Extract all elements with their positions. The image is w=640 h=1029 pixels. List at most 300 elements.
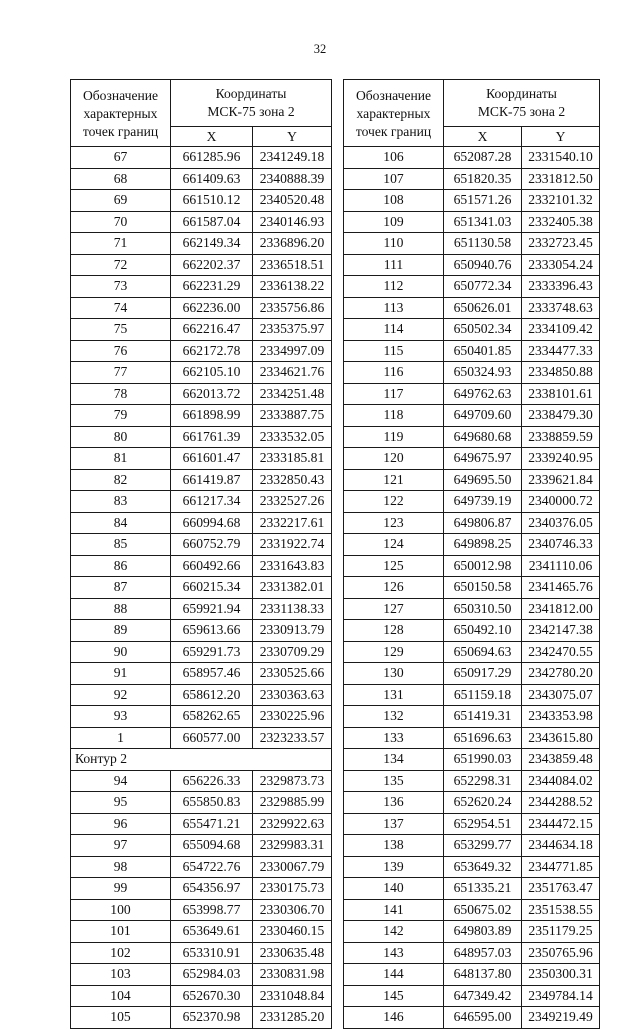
- table-row: [344, 706, 600, 728]
- y-cell: 2340746.33: [522, 534, 600, 556]
- y-cell: 2350765.96: [522, 942, 600, 964]
- point-cell: 137: [344, 813, 444, 835]
- point-cell: 129: [344, 641, 444, 663]
- y-cell: 2331285.20: [253, 1007, 332, 1029]
- x-cell: 658262.65: [171, 706, 253, 728]
- x-cell: 661217.34: [171, 491, 253, 513]
- point-cell: 128: [344, 620, 444, 642]
- table-row: [344, 147, 600, 169]
- coordinates-header-line2: МСК-75 зона 2: [207, 104, 295, 119]
- x-cell: 661898.99: [171, 405, 253, 427]
- x-cell: 662202.37: [171, 254, 253, 276]
- point-cell: 85: [71, 534, 171, 556]
- page-number: 32: [313, 42, 327, 56]
- point-cell: 123: [344, 512, 444, 534]
- table-row: [71, 1007, 332, 1029]
- table-row: [71, 641, 332, 663]
- left-table-body: [71, 147, 332, 1029]
- table-row: [71, 276, 332, 298]
- table-row: [71, 448, 332, 470]
- point-cell: 101: [71, 921, 171, 943]
- point-cell: 136: [344, 792, 444, 814]
- y-cell: 2334251.48: [253, 383, 332, 405]
- y-cell: 2330363.63: [253, 684, 332, 706]
- y-cell: 2332850.43: [253, 469, 332, 491]
- contour-row: [71, 749, 332, 771]
- table-row: [71, 942, 332, 964]
- x-cell: 659291.73: [171, 641, 253, 663]
- table-row: [344, 512, 600, 534]
- x-cell: 660215.34: [171, 577, 253, 599]
- table-row: [71, 555, 332, 577]
- designation-header-line2: характерных: [83, 106, 158, 121]
- y-cell: 2339240.95: [522, 448, 600, 470]
- x-cell: 652954.51: [444, 813, 522, 835]
- table-row: [344, 835, 600, 857]
- point-cell: 102: [71, 942, 171, 964]
- point-cell: 76: [71, 340, 171, 362]
- table-row: [344, 491, 600, 513]
- table-row: [71, 534, 332, 556]
- right-table-body: [344, 147, 600, 1029]
- table-row: [71, 598, 332, 620]
- designation-header-line3: точек границ: [355, 124, 432, 139]
- point-cell: 79: [71, 405, 171, 427]
- point-cell: 68: [71, 168, 171, 190]
- table-row: [71, 856, 332, 878]
- x-cell: 662172.78: [171, 340, 253, 362]
- point-cell: 78: [71, 383, 171, 405]
- x-cell: 650310.50: [444, 598, 522, 620]
- y-cell: 2332723.45: [522, 233, 600, 255]
- y-cell: 2340520.48: [253, 190, 332, 212]
- table-row: [71, 340, 332, 362]
- table-row: [71, 835, 332, 857]
- x-cell: 662216.47: [171, 319, 253, 341]
- point-cell: 116: [344, 362, 444, 384]
- table-row: [344, 813, 600, 835]
- x-cell: 651335.21: [444, 878, 522, 900]
- y-cell: 2323233.57: [253, 727, 332, 749]
- table-row: [71, 813, 332, 835]
- table-row: [344, 555, 600, 577]
- x-cell: 648137.80: [444, 964, 522, 986]
- y-cell: 2349784.14: [522, 985, 600, 1007]
- y-cell: 2351763.47: [522, 878, 600, 900]
- y-cell: 2343075.07: [522, 684, 600, 706]
- x-cell: 655850.83: [171, 792, 253, 814]
- y-cell: 2344771.85: [522, 856, 600, 878]
- table-row: [71, 964, 332, 986]
- x-cell: 658612.20: [171, 684, 253, 706]
- coordinates-header: [444, 80, 600, 127]
- x-column-header: X: [444, 127, 522, 147]
- designation-header-line1: Обозначение: [82, 88, 159, 103]
- y-cell: 2329922.63: [253, 813, 332, 835]
- table-row: [344, 1007, 600, 1029]
- y-cell: 2341110.06: [522, 555, 600, 577]
- y-cell: 2333532.05: [253, 426, 332, 448]
- y-cell: 2330225.96: [253, 706, 332, 728]
- coordinates-table-left: [70, 79, 332, 1029]
- x-cell: 649803.89: [444, 921, 522, 943]
- x-cell: 650324.93: [444, 362, 522, 384]
- x-cell: 649898.25: [444, 534, 522, 556]
- x-cell: 661601.47: [171, 448, 253, 470]
- table-row: [71, 426, 332, 448]
- table-row: [71, 190, 332, 212]
- x-cell: 652670.30: [171, 985, 253, 1007]
- designation-header-line2: характерных: [356, 106, 431, 121]
- x-cell: 662013.72: [171, 383, 253, 405]
- table-row: [344, 921, 600, 943]
- table-row: [71, 878, 332, 900]
- y-cell: 2334477.33: [522, 340, 600, 362]
- table-row: [71, 383, 332, 405]
- x-cell: 658957.46: [171, 663, 253, 685]
- y-cell: 2329873.73: [253, 770, 332, 792]
- point-cell: 92: [71, 684, 171, 706]
- x-cell: 652620.24: [444, 792, 522, 814]
- x-cell: 653649.61: [171, 921, 253, 943]
- table-row: [344, 534, 600, 556]
- point-cell: 142: [344, 921, 444, 943]
- point-cell: 145: [344, 985, 444, 1007]
- point-cell: 69: [71, 190, 171, 212]
- y-cell: 2340146.93: [253, 211, 332, 233]
- x-cell: 660492.66: [171, 555, 253, 577]
- point-cell: 67: [71, 147, 171, 169]
- point-cell: 89: [71, 620, 171, 642]
- point-cell: 93: [71, 706, 171, 728]
- point-cell: 75: [71, 319, 171, 341]
- point-cell: 80: [71, 426, 171, 448]
- y-cell: 2330709.29: [253, 641, 332, 663]
- point-cell: 83: [71, 491, 171, 513]
- x-cell: 661419.87: [171, 469, 253, 491]
- x-cell: 650401.85: [444, 340, 522, 362]
- y-cell: 2331540.10: [522, 147, 600, 169]
- x-cell: 651130.58: [444, 233, 522, 255]
- point-cell: 72: [71, 254, 171, 276]
- table-row: [71, 233, 332, 255]
- table-row: [71, 297, 332, 319]
- y-cell: 2343859.48: [522, 749, 600, 771]
- point-cell: 97: [71, 835, 171, 857]
- x-cell: 661761.39: [171, 426, 253, 448]
- table-row: [344, 340, 600, 362]
- x-cell: 651990.03: [444, 749, 522, 771]
- table-row: [344, 598, 600, 620]
- x-cell: 651820.35: [444, 168, 522, 190]
- x-cell: 654356.97: [171, 878, 253, 900]
- y-cell: 2344634.18: [522, 835, 600, 857]
- coordinates-header: [171, 80, 332, 127]
- x-cell: 652984.03: [171, 964, 253, 986]
- table-row: [344, 190, 600, 212]
- point-cell: 118: [344, 405, 444, 427]
- point-cell: 106: [344, 147, 444, 169]
- x-cell: 649762.63: [444, 383, 522, 405]
- y-cell: 2335756.86: [253, 297, 332, 319]
- table-row: [344, 749, 600, 771]
- point-cell: 111: [344, 254, 444, 276]
- table-row: [71, 770, 332, 792]
- y-cell: 2340888.39: [253, 168, 332, 190]
- point-cell: 133: [344, 727, 444, 749]
- x-cell: 649709.60: [444, 405, 522, 427]
- y-column-header: Y: [253, 127, 332, 147]
- x-cell: 661409.63: [171, 168, 253, 190]
- x-cell: 650502.34: [444, 319, 522, 341]
- point-cell: 88: [71, 598, 171, 620]
- point-cell: 99: [71, 878, 171, 900]
- point-cell: 98: [71, 856, 171, 878]
- table-row: [71, 362, 332, 384]
- y-cell: 2340000.72: [522, 491, 600, 513]
- x-cell: 661587.04: [171, 211, 253, 233]
- x-cell: 647349.42: [444, 985, 522, 1007]
- y-cell: 2329885.99: [253, 792, 332, 814]
- x-cell: 651696.63: [444, 727, 522, 749]
- x-cell: 649806.87: [444, 512, 522, 534]
- table-row: [344, 899, 600, 921]
- point-cell: 130: [344, 663, 444, 685]
- point-cell: 1: [71, 727, 171, 749]
- table-row: [344, 878, 600, 900]
- y-cell: 2343615.80: [522, 727, 600, 749]
- y-cell: 2330525.66: [253, 663, 332, 685]
- table-row: [344, 426, 600, 448]
- x-cell: 652370.98: [171, 1007, 253, 1029]
- x-cell: 649680.68: [444, 426, 522, 448]
- x-cell: 662231.29: [171, 276, 253, 298]
- x-cell: 655471.21: [171, 813, 253, 835]
- table-row: [71, 512, 332, 534]
- y-cell: 2341249.18: [253, 147, 332, 169]
- y-cell: 2336518.51: [253, 254, 332, 276]
- point-cell: 120: [344, 448, 444, 470]
- point-cell: 107: [344, 168, 444, 190]
- point-cell: 71: [71, 233, 171, 255]
- y-cell: 2330913.79: [253, 620, 332, 642]
- y-cell: 2338101.61: [522, 383, 600, 405]
- point-cell: 96: [71, 813, 171, 835]
- table-row: [71, 727, 332, 749]
- point-cell: 115: [344, 340, 444, 362]
- contour-label: Контур 2: [71, 749, 332, 771]
- coordinates-table-right: [343, 79, 600, 1029]
- y-cell: 2343353.98: [522, 706, 600, 728]
- y-cell: 2344288.52: [522, 792, 600, 814]
- point-cell: 134: [344, 749, 444, 771]
- x-cell: 649675.97: [444, 448, 522, 470]
- y-cell: 2351179.25: [522, 921, 600, 943]
- x-cell: 653649.32: [444, 856, 522, 878]
- point-cell: 94: [71, 770, 171, 792]
- y-cell: 2342470.55: [522, 641, 600, 663]
- y-cell: 2334997.09: [253, 340, 332, 362]
- table-row: [71, 620, 332, 642]
- point-cell: 140: [344, 878, 444, 900]
- y-cell: 2336138.22: [253, 276, 332, 298]
- designation-header: [71, 80, 171, 147]
- y-cell: 2331382.01: [253, 577, 332, 599]
- x-cell: 659613.66: [171, 620, 253, 642]
- x-cell: 662236.00: [171, 297, 253, 319]
- x-cell: 650012.98: [444, 555, 522, 577]
- point-cell: 103: [71, 964, 171, 986]
- point-cell: 73: [71, 276, 171, 298]
- y-cell: 2339621.84: [522, 469, 600, 491]
- point-cell: 104: [71, 985, 171, 1007]
- x-cell: 648957.03: [444, 942, 522, 964]
- x-cell: 650626.01: [444, 297, 522, 319]
- y-cell: 2332101.32: [522, 190, 600, 212]
- y-cell: 2331922.74: [253, 534, 332, 556]
- x-cell: 650694.63: [444, 641, 522, 663]
- x-cell: 651159.18: [444, 684, 522, 706]
- point-cell: 109: [344, 211, 444, 233]
- table-row: [71, 469, 332, 491]
- point-cell: 100: [71, 899, 171, 921]
- coordinates-header-line2: МСК-75 зона 2: [477, 104, 566, 119]
- point-cell: 126: [344, 577, 444, 599]
- y-cell: 2330067.79: [253, 856, 332, 878]
- x-cell: 661510.12: [171, 190, 253, 212]
- table-row: [344, 297, 600, 319]
- y-cell: 2334109.42: [522, 319, 600, 341]
- point-cell: 117: [344, 383, 444, 405]
- x-cell: 651341.03: [444, 211, 522, 233]
- table-row: [344, 448, 600, 470]
- y-cell: 2332217.61: [253, 512, 332, 534]
- x-cell: 659921.94: [171, 598, 253, 620]
- x-cell: 650917.29: [444, 663, 522, 685]
- y-cell: 2330306.70: [253, 899, 332, 921]
- table-row: [71, 491, 332, 513]
- table-row: [71, 254, 332, 276]
- point-cell: 122: [344, 491, 444, 513]
- x-cell: 662105.10: [171, 362, 253, 384]
- table-row: [71, 405, 332, 427]
- x-cell: 660994.68: [171, 512, 253, 534]
- x-cell: 646595.00: [444, 1007, 522, 1029]
- y-column-header: Y: [522, 127, 600, 147]
- point-cell: 90: [71, 641, 171, 663]
- point-cell: 124: [344, 534, 444, 556]
- y-cell: 2341465.76: [522, 577, 600, 599]
- y-cell: 2332405.38: [522, 211, 600, 233]
- table-row: [344, 405, 600, 427]
- table-row: [71, 684, 332, 706]
- designation-header-line3: точек границ: [82, 124, 159, 139]
- table-row: [344, 254, 600, 276]
- coordinates-header-line1: Координаты: [215, 86, 287, 101]
- table-row: [71, 147, 332, 169]
- y-cell: 2341812.00: [522, 598, 600, 620]
- x-cell: 651571.26: [444, 190, 522, 212]
- y-cell: 2338859.59: [522, 426, 600, 448]
- x-cell: 660577.00: [171, 727, 253, 749]
- point-cell: 112: [344, 276, 444, 298]
- table-row: [344, 856, 600, 878]
- table-row: [71, 921, 332, 943]
- table-row: [344, 362, 600, 384]
- x-cell: 653998.77: [171, 899, 253, 921]
- designation-header-line1: Обозначение: [355, 88, 432, 103]
- y-cell: 2333396.43: [522, 276, 600, 298]
- point-cell: 91: [71, 663, 171, 685]
- table-row: [344, 985, 600, 1007]
- x-cell: 655094.68: [171, 835, 253, 857]
- point-cell: 146: [344, 1007, 444, 1029]
- x-cell: 650772.34: [444, 276, 522, 298]
- y-cell: 2338479.30: [522, 405, 600, 427]
- point-cell: 132: [344, 706, 444, 728]
- x-cell: 650150.58: [444, 577, 522, 599]
- y-cell: 2336896.20: [253, 233, 332, 255]
- point-cell: 82: [71, 469, 171, 491]
- y-cell: 2331812.50: [522, 168, 600, 190]
- point-cell: 135: [344, 770, 444, 792]
- y-cell: 2351538.55: [522, 899, 600, 921]
- point-cell: 105: [71, 1007, 171, 1029]
- point-cell: 138: [344, 835, 444, 857]
- x-cell: 656226.33: [171, 770, 253, 792]
- x-cell: 654722.76: [171, 856, 253, 878]
- table-row: [71, 211, 332, 233]
- y-cell: 2331048.84: [253, 985, 332, 1007]
- point-cell: 95: [71, 792, 171, 814]
- table-row: [344, 383, 600, 405]
- table-row: [344, 577, 600, 599]
- y-cell: 2333054.24: [522, 254, 600, 276]
- x-cell: 650675.02: [444, 899, 522, 921]
- point-cell: 127: [344, 598, 444, 620]
- y-cell: 2344084.02: [522, 770, 600, 792]
- y-cell: 2342780.20: [522, 663, 600, 685]
- x-cell: 652087.28: [444, 147, 522, 169]
- table-row: [344, 770, 600, 792]
- designation-header: [344, 80, 444, 147]
- table-row: [344, 964, 600, 986]
- table-row: [344, 276, 600, 298]
- y-cell: 2333185.81: [253, 448, 332, 470]
- point-cell: 110: [344, 233, 444, 255]
- x-cell: 651419.31: [444, 706, 522, 728]
- x-cell: 661285.96: [171, 147, 253, 169]
- x-cell: 649695.50: [444, 469, 522, 491]
- point-cell: 81: [71, 448, 171, 470]
- point-cell: 119: [344, 426, 444, 448]
- table-row: [344, 168, 600, 190]
- table-row: [71, 663, 332, 685]
- table-row: [344, 469, 600, 491]
- table-row: [71, 319, 332, 341]
- point-cell: 131: [344, 684, 444, 706]
- y-cell: 2330460.15: [253, 921, 332, 943]
- point-cell: 70: [71, 211, 171, 233]
- y-cell: 2334621.76: [253, 362, 332, 384]
- x-cell: 660752.79: [171, 534, 253, 556]
- y-cell: 2340376.05: [522, 512, 600, 534]
- x-cell: 650492.10: [444, 620, 522, 642]
- table-row: [344, 641, 600, 663]
- y-cell: 2330831.98: [253, 964, 332, 986]
- point-cell: 143: [344, 942, 444, 964]
- y-cell: 2350300.31: [522, 964, 600, 986]
